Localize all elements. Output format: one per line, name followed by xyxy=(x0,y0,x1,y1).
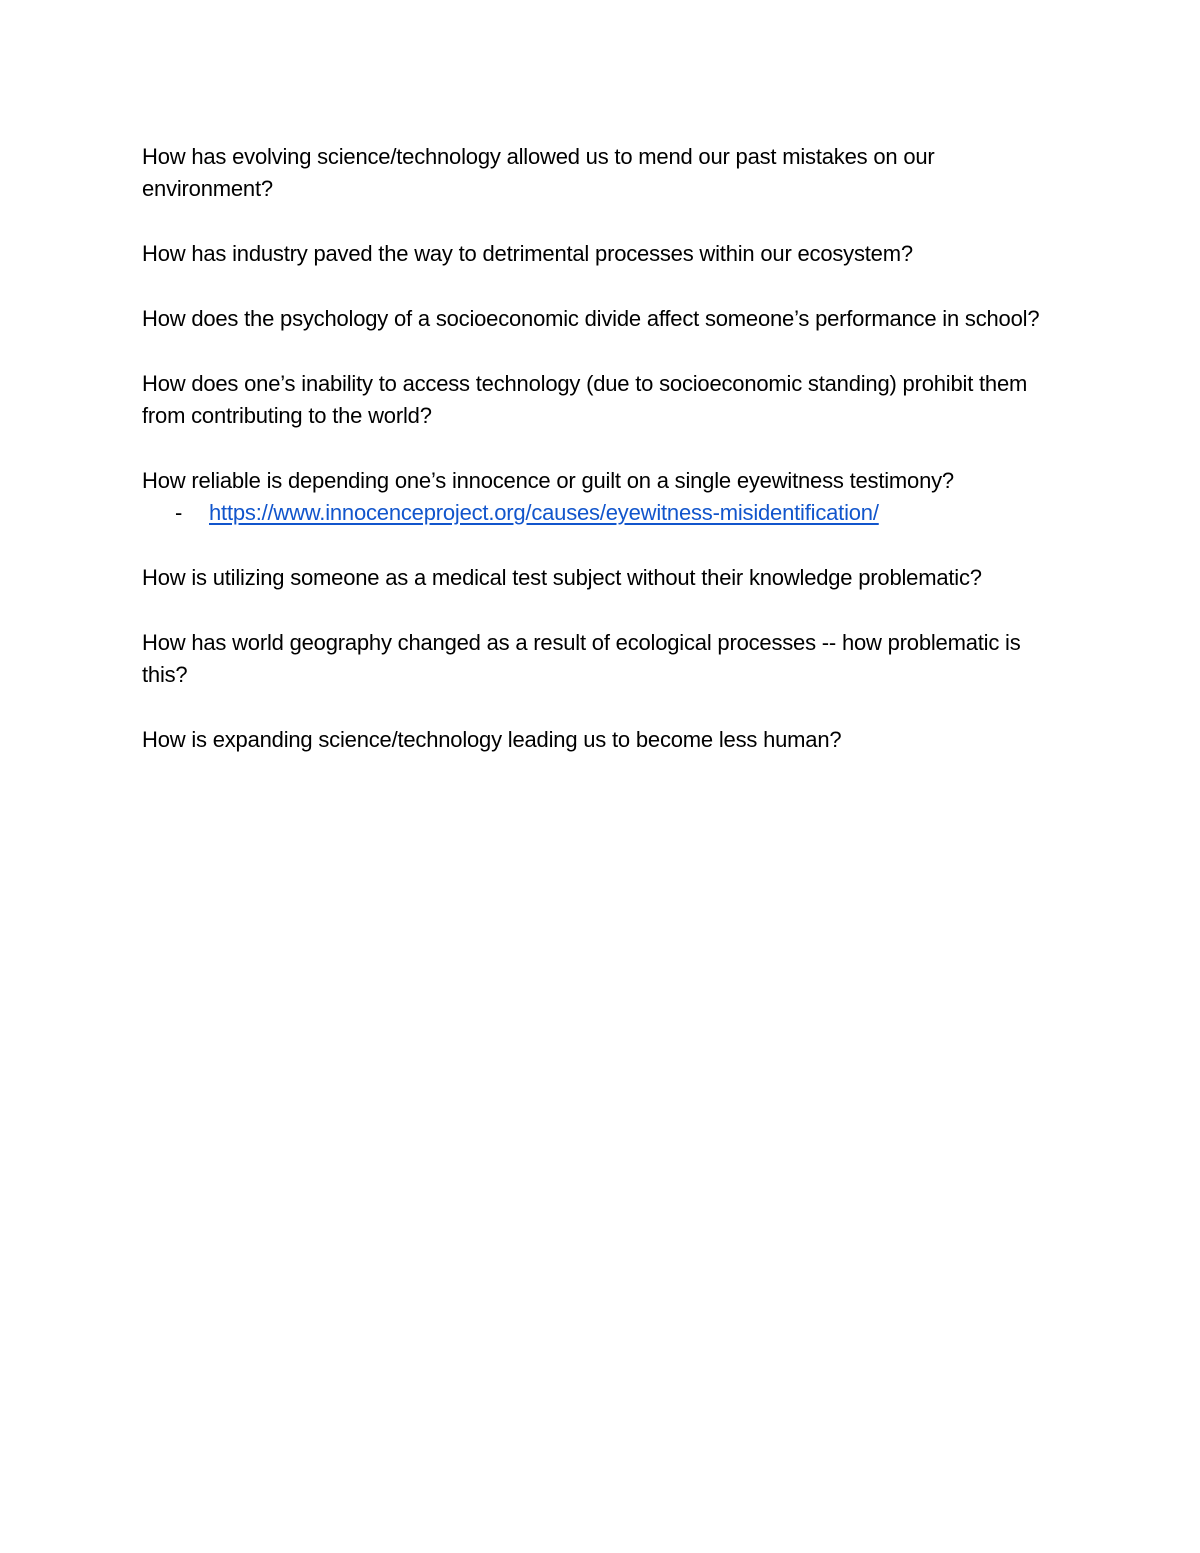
question-8: How is expanding science/technology leading us to become less human? xyxy=(142,727,842,752)
question-4: How does one’s inability to access technology (due to socioeconomic standing) prohibit them from contributing to the world? xyxy=(142,371,1028,428)
question-3: How does the psychology of a socioeconomic divide affect someone’s performance in school? xyxy=(142,306,1040,331)
question-5: How reliable is depending one’s innocence or guilt on a single eyewitness testimony? xyxy=(142,468,954,493)
document-body xyxy=(142,141,1062,789)
reference-bullet xyxy=(142,497,1062,529)
question-1: How has evolving science/technology allowed us to mend our past mistakes on our environment? xyxy=(142,144,935,201)
innocence-project-link[interactable]: https://www.innocenceproject.org/causes/eyewitness-misidentification/ xyxy=(209,500,879,525)
question-2: How has industry paved the way to detrimental processes within our ecosystem? xyxy=(142,241,913,266)
bullet-dash: - xyxy=(175,500,183,525)
question-7: How has world geography changed as a result of ecological processes -- how problematic is this? xyxy=(142,630,1021,687)
question-6: How is utilizing someone as a medical test subject without their knowledge problematic? xyxy=(142,565,982,590)
